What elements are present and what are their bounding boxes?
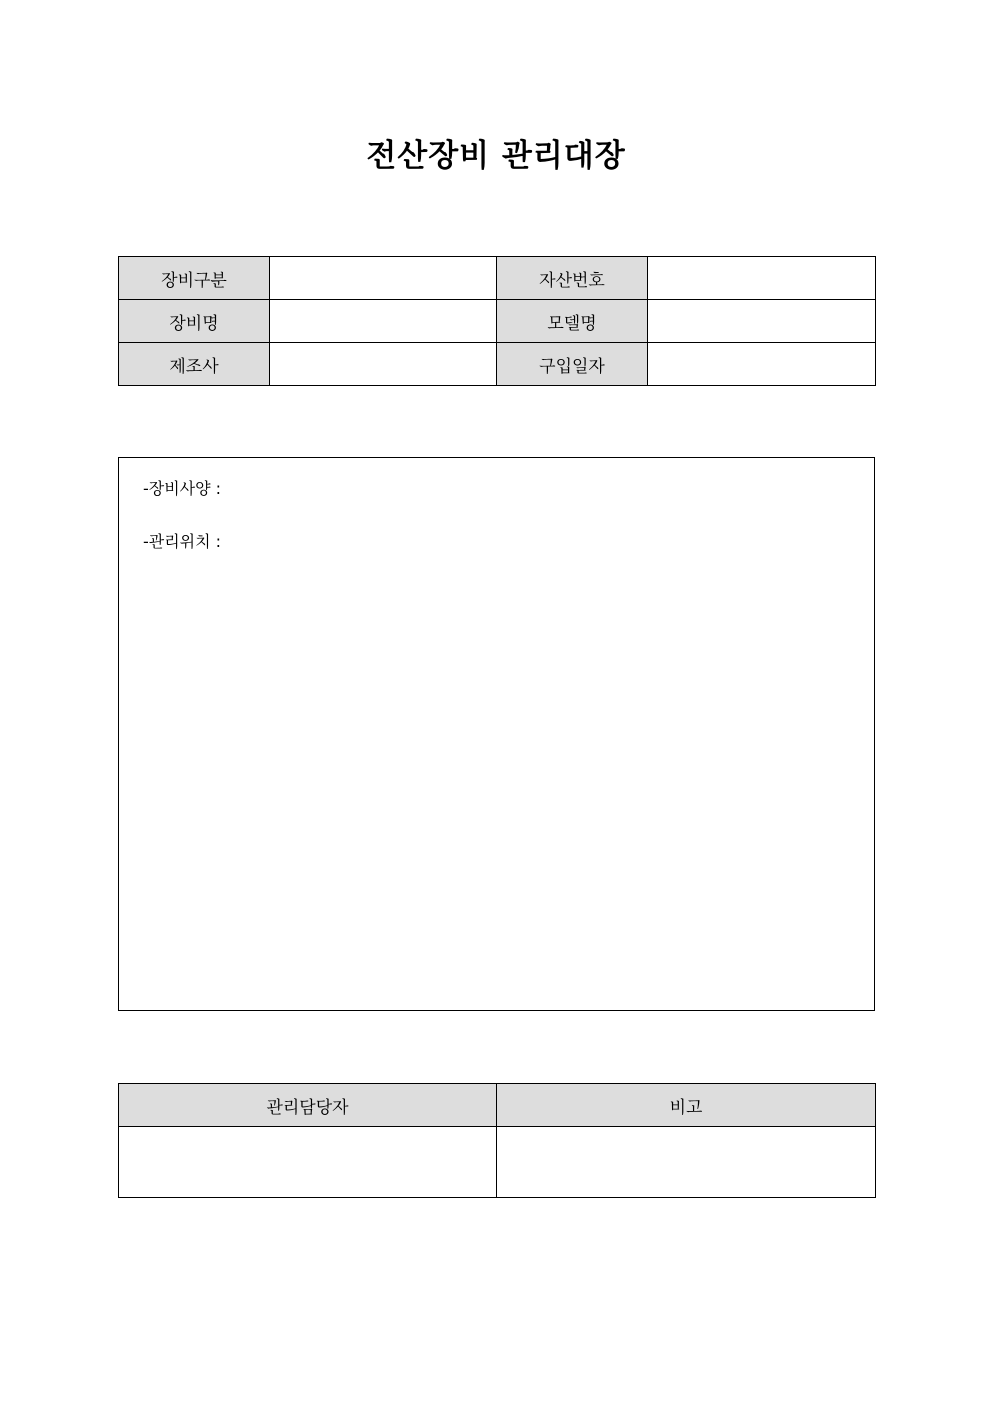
purchase-date-field[interactable] [648,343,876,386]
table-row [119,300,876,343]
equipment-name-label: 장비명 [119,300,270,343]
details-box[interactable] [118,457,875,1011]
equipment-spec-label: -장비사양 : [143,479,222,498]
equipment-name-field[interactable] [270,300,497,343]
table-row [119,1127,876,1198]
document-title: 전산장비 관리대장 [366,138,626,174]
equipment-info-table [118,256,876,386]
remarks-header: 비고 [497,1084,876,1127]
management-location-label: -관리위치 : [143,532,222,551]
asset-number-field[interactable] [648,257,876,300]
manager-header: 관리담당자 [119,1084,497,1127]
table-row [119,257,876,300]
asset-number-label: 자산번호 [497,257,648,300]
manufacturer-field[interactable] [270,343,497,386]
model-name-label: 모델명 [497,300,648,343]
remarks-field[interactable] [497,1127,876,1198]
table-row [119,343,876,386]
equipment-category-field[interactable] [270,257,497,300]
manager-table [118,1083,876,1198]
model-name-field[interactable] [648,300,876,343]
manager-field[interactable] [119,1127,497,1198]
purchase-date-label: 구입일자 [497,343,648,386]
table-header-row [119,1084,876,1127]
equipment-category-label: 장비구분 [119,257,270,300]
manufacturer-label: 제조사 [119,343,270,386]
